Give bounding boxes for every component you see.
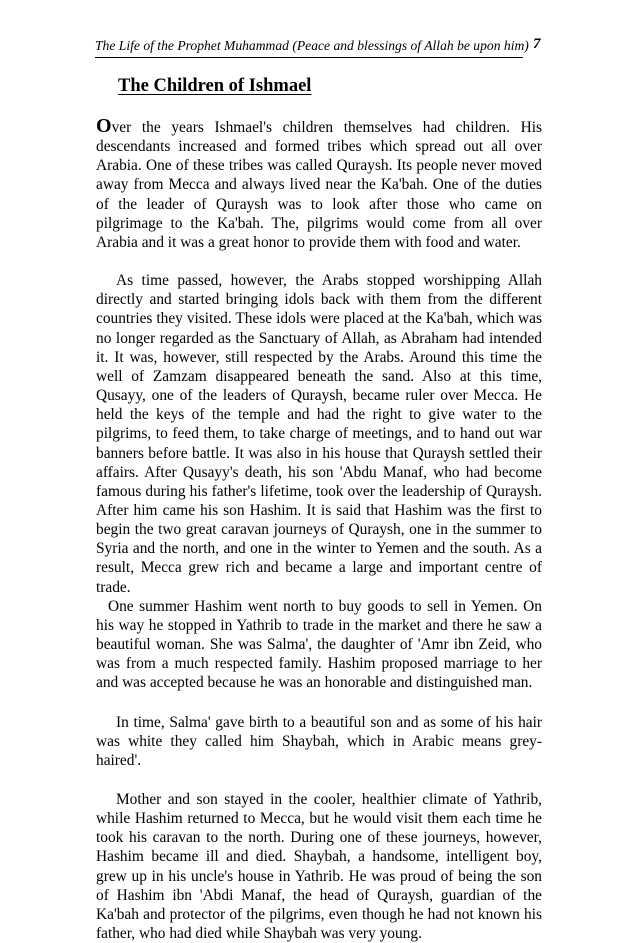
paragraph-1 bbox=[96, 117, 542, 252]
running-header bbox=[95, 36, 545, 58]
paragraph-2: As time passed, however, the Arabs stopped worshipping Allah directly and started bringing idols back with them from the different countries they visited. These idols were placed at the Ka'bah, which was no longer regarded as the Sanctuary of Allah, as Abraham had intended it. It was, however, still respected by the Arabs. Around this time the well of Zamzam disappeared beneath the sand. Also at this time, Qusayy, one of the leaders of Quraysh, became ruler over Mecca. He held the keys of the temple and had the right to give water to the pilgrims, to feed them, to take charge of meetings, and to hand out war banners before battle. It was also in his house that Quraysh settled their affairs. After Qusayy's death, his son 'Abdu Manaf, who had become famous during his father's lifetime, took over the leadership of Quraysh. After him came his son Hashim. It is said that Hashim was the first to begin the two great caravan journeys of Quraysh, one in the summer to Syria and the north, and one in the winter to Yemen and the south. As a result, Mecca grew rich and became a large and important centre of trade. bbox=[96, 272, 542, 596]
paragraph-3: One summer Hashim went north to buy goods to sell in Yemen. On his way he stopped in Yathrib to trade in the market and there he saw a beautiful woman. She was Salma', the daughter of 'Amr ibn Zeid, who was from a much respected family. Hashim proposed marriage to her and was accepted because he was an honorable and distinguished man. bbox=[96, 597, 542, 692]
header-title: The Life of the Prophet Muhammad (Peace and blessings of Allah be upon him) bbox=[95, 38, 529, 53]
header-rule bbox=[95, 57, 523, 58]
page-number: 7 bbox=[533, 36, 541, 52]
dropcap-letter: O bbox=[96, 115, 112, 137]
body-text bbox=[96, 117, 542, 943]
paragraph-1-text: ver the years Ishmael's children themselves had children. His descendants increased and formed tribes which spread out all over Arabia. One of these tribes was called Quraysh. Its people never moved away from Mecca and always lived near the Ka'bah. One of the duties of the leader of Quraysh was to look after those who came on pilgrimage to the Ka'bah. The, pilgrims would come from all over Arabia and it was a great honor to provide them with food and water. bbox=[96, 119, 542, 251]
paragraph-4: In time, Salma' gave birth to a beautiful son and as some of his hair was white they called him Shaybah, which in Arabic means grey-haired'. bbox=[96, 713, 542, 769]
paragraph-5: Mother and son stayed in the cooler, healthier climate of Yathrib, while Hashim returned to Mecca, but he would visit them each time he took his caravan to the north. During one of these journeys, however, Hashim became ill and died. Shaybah, a handsome, intelligent boy, grew up in his uncle's house in Yathrib. He was proud of being the son of Hashim ibn 'Abdi Manaf, the head of Quraysh, guardian of the Ka'bah and protector of the pilgrims, even though he had not known his father, who had died while Shaybah was very young. bbox=[96, 791, 542, 943]
section-title: The Children of Ishmael bbox=[118, 76, 312, 96]
